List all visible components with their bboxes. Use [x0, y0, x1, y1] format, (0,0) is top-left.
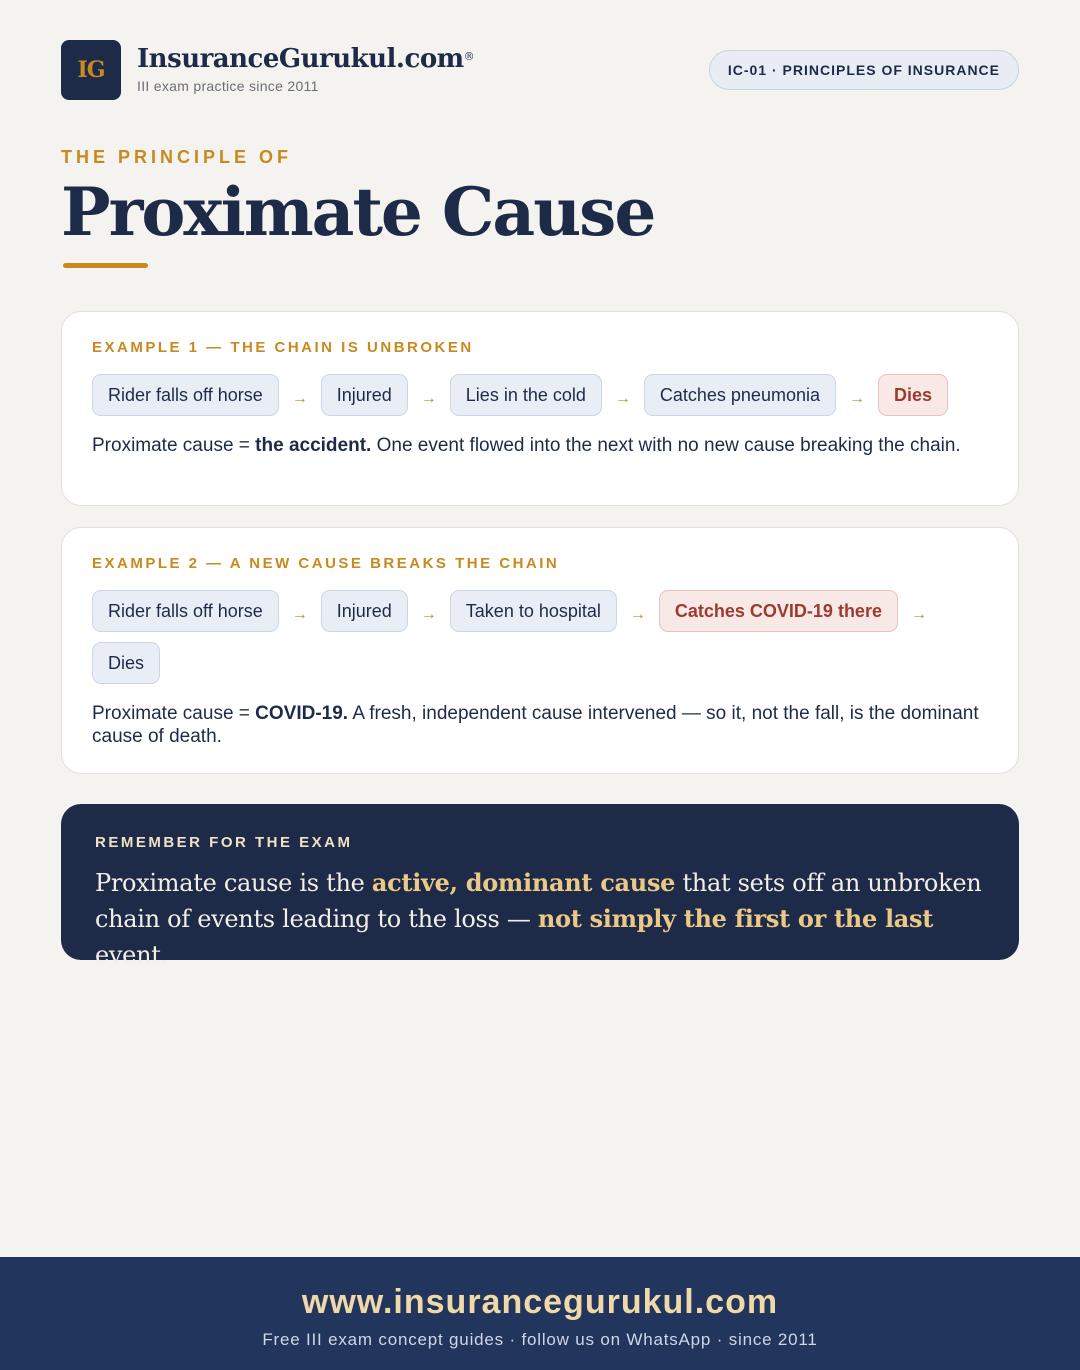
explanation-prefix: Proximate cause =	[92, 703, 256, 724]
callout-highlight: not simply the first or the last	[537, 904, 934, 933]
title-kicker: THE PRINCIPLE OF	[61, 147, 293, 167]
chain-step-outcome: Dies	[878, 374, 948, 416]
title-underline	[63, 263, 148, 268]
registered-mark: ®	[463, 50, 475, 63]
example-1-label: EXAMPLE 1 — THE CHAIN IS UNBROKEN	[92, 339, 474, 356]
explanation-prefix: Proximate cause =	[92, 435, 256, 456]
arrow-icon: →	[848, 390, 865, 407]
arrow-icon: →	[629, 606, 646, 623]
explanation-rest: A fresh, independent cause intervened — so it, not the fall, is the dominant cause of death.	[92, 703, 979, 747]
chain-step: Injured	[321, 590, 408, 632]
brand-logo[interactable]: IG	[61, 40, 121, 100]
chain-step: Injured	[321, 374, 408, 416]
example-1-chain	[92, 374, 988, 416]
arrow-icon: →	[420, 606, 437, 623]
chain-step: Dies	[92, 642, 160, 684]
brand-tagline: III exam practice since 2011	[137, 78, 319, 94]
brand-name-text: InsuranceGurukul.com	[137, 44, 464, 74]
arrow-icon: →	[420, 390, 437, 407]
site-header	[61, 40, 1019, 100]
example-1-explanation	[92, 434, 988, 457]
footer-website-link[interactable]: www.insurancegurukul.com	[301, 1283, 779, 1321]
site-footer	[0, 1257, 1080, 1370]
chain-step: Taken to hospital	[450, 590, 617, 632]
arrow-icon: →	[910, 606, 927, 623]
example-2-label: EXAMPLE 2 — A NEW CAUSE BREAKS THE CHAIN	[92, 555, 560, 572]
arrow-icon: →	[291, 606, 308, 623]
example-2-card	[61, 527, 1019, 774]
callout-part: event.	[95, 941, 168, 969]
example-1-card	[61, 311, 1019, 506]
callout-label: REMEMBER FOR THE EXAM	[95, 834, 353, 851]
example-2-chain	[92, 590, 988, 684]
course-badge: IC-01 · PRINCIPLES OF INSURANCE	[709, 50, 1019, 90]
brand-block	[137, 43, 474, 94]
callout-part: that sets off an unbroken chain of events leading to the loss —	[95, 869, 982, 933]
proximate-cause-answer: COVID-19.	[255, 703, 349, 724]
chain-step-intervening-cause: Catches COVID-19 there	[659, 590, 898, 632]
proximate-cause-answer: the accident.	[255, 435, 372, 456]
brand-name[interactable]	[137, 43, 474, 75]
arrow-icon: →	[614, 390, 631, 407]
page-title: Proximate Cause	[61, 173, 655, 251]
chain-step: Lies in the cold	[450, 374, 602, 416]
explanation-rest: One event flowed into the next with no new cause breaking the chain.	[371, 435, 961, 456]
callout-highlight: active, dominant cause	[371, 868, 676, 897]
chain-step: Rider falls off horse	[92, 590, 279, 632]
callout-text	[95, 865, 985, 973]
arrow-icon: →	[291, 390, 308, 407]
exam-tip-callout	[61, 804, 1019, 969]
callout-part: Proximate cause is the	[95, 869, 372, 897]
chain-step: Rider falls off horse	[92, 374, 279, 416]
footer-tagline: Free III exam concept guides · follow us on WhatsApp · since 2011	[262, 1330, 818, 1349]
example-2-explanation	[92, 702, 988, 748]
chain-step: Catches pneumonia	[644, 374, 836, 416]
